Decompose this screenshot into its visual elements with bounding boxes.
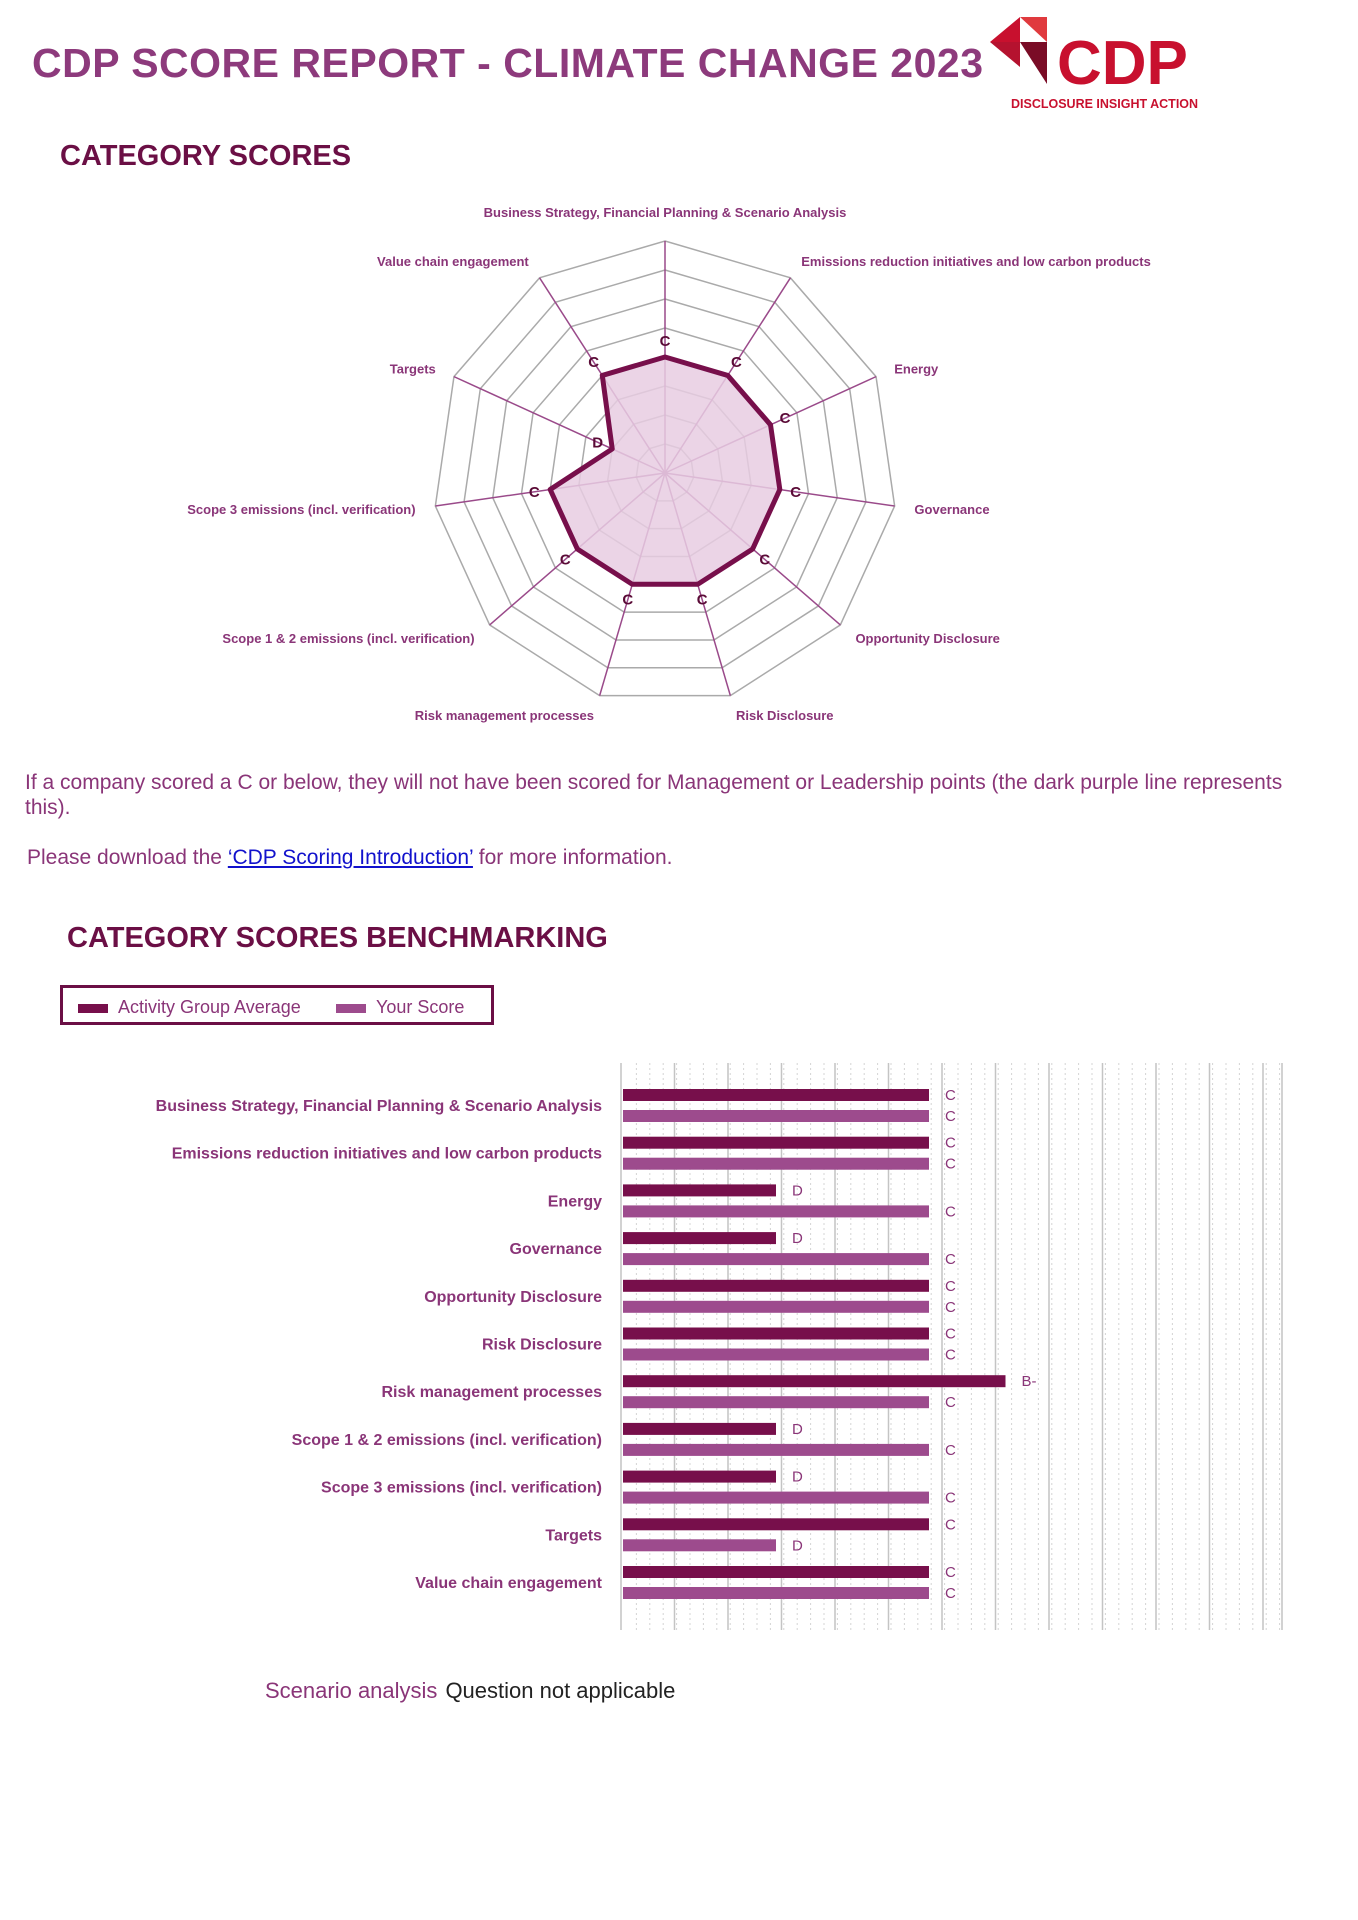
radar-score-label: C — [730, 353, 742, 371]
bench-category-label: Risk management processes — [381, 1384, 602, 1402]
radar-category-label: Business Strategy, Financial Planning & Scenario Analysis — [483, 205, 847, 220]
bench-bar-label: C — [945, 1155, 956, 1173]
scoring-note: If a company scored a C or below, they will not have been scored for Management or Leadership points (the dark purple line represents this). — [25, 771, 1283, 819]
bench-category-label: Governance — [509, 1241, 602, 1259]
bench-bar — [623, 1205, 929, 1217]
cdp-logo-mark-2 — [1020, 17, 1047, 42]
radar-category-label: Risk management processes — [414, 707, 595, 723]
cdp-logo-mark-3 — [990, 42, 1020, 67]
bench-bar-label: B- — [1021, 1373, 1037, 1391]
radar-score-label: C — [659, 333, 671, 350]
legend-activity-average — [78, 997, 301, 1018]
benchmark-legend — [60, 985, 494, 1025]
bench-bar-label: C — [945, 1134, 956, 1152]
bench-category-label: Value chain engagement — [415, 1575, 602, 1592]
bench-bar — [623, 1110, 929, 1122]
radar-score-label: C — [790, 483, 802, 501]
download-note-suffix: for more information. — [472, 846, 673, 869]
download-note-prefix: Please download the — [27, 846, 228, 869]
bench-bar — [623, 1349, 929, 1361]
bench-bar — [623, 1158, 929, 1170]
scenario-label: Scenario analysis — [265, 1678, 438, 1703]
radar-category-label: Energy — [894, 361, 939, 377]
bench-bar-label: C — [945, 1108, 956, 1125]
bench-bar — [623, 1089, 929, 1101]
radar-score-label: D — [592, 434, 604, 452]
bench-bar-label: C — [945, 1277, 956, 1295]
legend-average-label: Activity Group Average — [118, 997, 301, 1017]
radar-score-label: C — [779, 410, 791, 428]
radar-category-label: Scope 3 emissions (incl. verification) — [187, 501, 416, 517]
legend-your-score — [336, 997, 464, 1018]
bench-bar — [623, 1518, 929, 1530]
bench-bar — [623, 1253, 929, 1265]
bench-bar — [623, 1375, 1006, 1387]
cdp-logo-mark-4 — [1020, 42, 1047, 84]
bench-bar-label: D — [792, 1182, 803, 1200]
cdp-logo — [985, 12, 1215, 112]
bench-bar-label: C — [945, 1346, 956, 1364]
radar-score-label: C — [759, 551, 771, 569]
bench-bar-label: C — [945, 1394, 956, 1412]
radar-category-label: Risk Disclosure — [735, 707, 834, 723]
bench-bar — [623, 1539, 776, 1551]
legend-swatch-score — [336, 1004, 366, 1013]
bench-bar — [623, 1423, 776, 1435]
radar-category-label: Targets — [389, 361, 436, 377]
bench-category-label: Emissions reduction initiatives and low carbon products — [171, 1145, 602, 1163]
bench-bar-label: D — [792, 1420, 803, 1438]
bench-bar-label: C — [945, 1298, 956, 1316]
bench-category-label: Scope 1 & 2 emissions (incl. verification) — [291, 1431, 602, 1449]
legend-swatch-average — [78, 1004, 108, 1013]
radar-score-area — [550, 357, 780, 584]
bench-bar-label: C — [945, 1251, 956, 1269]
bench-bar-label: C — [945, 1325, 956, 1343]
bench-bar-label: C — [945, 1203, 956, 1221]
bench-bar-label: C — [945, 1564, 956, 1581]
radar-category-label: Scope 1 & 2 emissions (incl. verification) — [222, 631, 475, 647]
radar-category-label: Emissions reduction initiatives and low carbon products — [801, 254, 1151, 270]
radar-score-label: C — [559, 551, 571, 569]
bench-bar — [623, 1471, 776, 1483]
legend-score-label: Your Score — [376, 997, 465, 1017]
bench-bar — [623, 1587, 929, 1599]
cdp-logo-tagline: DISCLOSURE INSIGHT ACTION — [1011, 97, 1199, 111]
radar-category-label: Value chain engagement — [377, 254, 529, 270]
radar-category-label: Governance — [914, 501, 990, 517]
bench-bar-label: C — [945, 1516, 956, 1534]
radar-chart — [0, 190, 1358, 730]
bench-category-label: Business Strategy, Financial Planning & Scenario Analysis — [155, 1098, 602, 1115]
download-note — [27, 845, 673, 870]
radar-score-label: C — [696, 591, 708, 609]
bench-bar — [623, 1566, 929, 1578]
benchmarking-title: CATEGORY SCORES BENCHMARKING — [67, 922, 608, 954]
radar-score-label: C — [528, 483, 540, 501]
bench-category-label: Targets — [545, 1527, 602, 1545]
bench-bar — [623, 1396, 929, 1408]
cdp-logo-mark-1 — [990, 17, 1020, 42]
bench-bar — [623, 1137, 929, 1149]
benchmark-bar-chart — [0, 1055, 1358, 1635]
bench-bar — [623, 1492, 929, 1504]
radar-score-label: C — [588, 353, 600, 371]
bench-bar — [623, 1184, 776, 1196]
report-title: CDP SCORE REPORT - CLIMATE CHANGE 2023 — [32, 40, 984, 86]
bench-bar-label: D — [792, 1230, 803, 1248]
bench-bar-label: C — [945, 1441, 956, 1459]
bench-bar — [623, 1232, 776, 1244]
scoring-introduction-link[interactable]: ‘CDP Scoring Introduction’ — [227, 846, 473, 869]
scenario-analysis — [265, 1678, 675, 1704]
bench-bar — [623, 1301, 929, 1313]
scenario-value: Question not applicable — [445, 1678, 676, 1703]
bench-category-label: Scope 3 emissions (incl. verification) — [321, 1479, 602, 1497]
bench-bar — [623, 1444, 929, 1456]
bench-bar-label: C — [945, 1489, 956, 1507]
radar-score-label: C — [622, 591, 634, 609]
bench-bar-label: C — [945, 1087, 956, 1104]
bench-bar-label: C — [945, 1585, 956, 1602]
bench-category-label: Opportunity Disclosure — [424, 1288, 602, 1306]
bench-category-label: Energy — [547, 1193, 602, 1211]
bench-bar — [623, 1328, 929, 1340]
bench-bar-label: D — [792, 1537, 803, 1555]
category-scores-title: CATEGORY SCORES — [60, 140, 352, 172]
bench-bar — [623, 1280, 929, 1292]
bench-bar-label: D — [792, 1468, 803, 1486]
bench-category-label: Risk Disclosure — [481, 1336, 602, 1354]
radar-category-label: Opportunity Disclosure — [855, 631, 1000, 647]
cdp-logo-text: CDP — [1057, 29, 1188, 98]
